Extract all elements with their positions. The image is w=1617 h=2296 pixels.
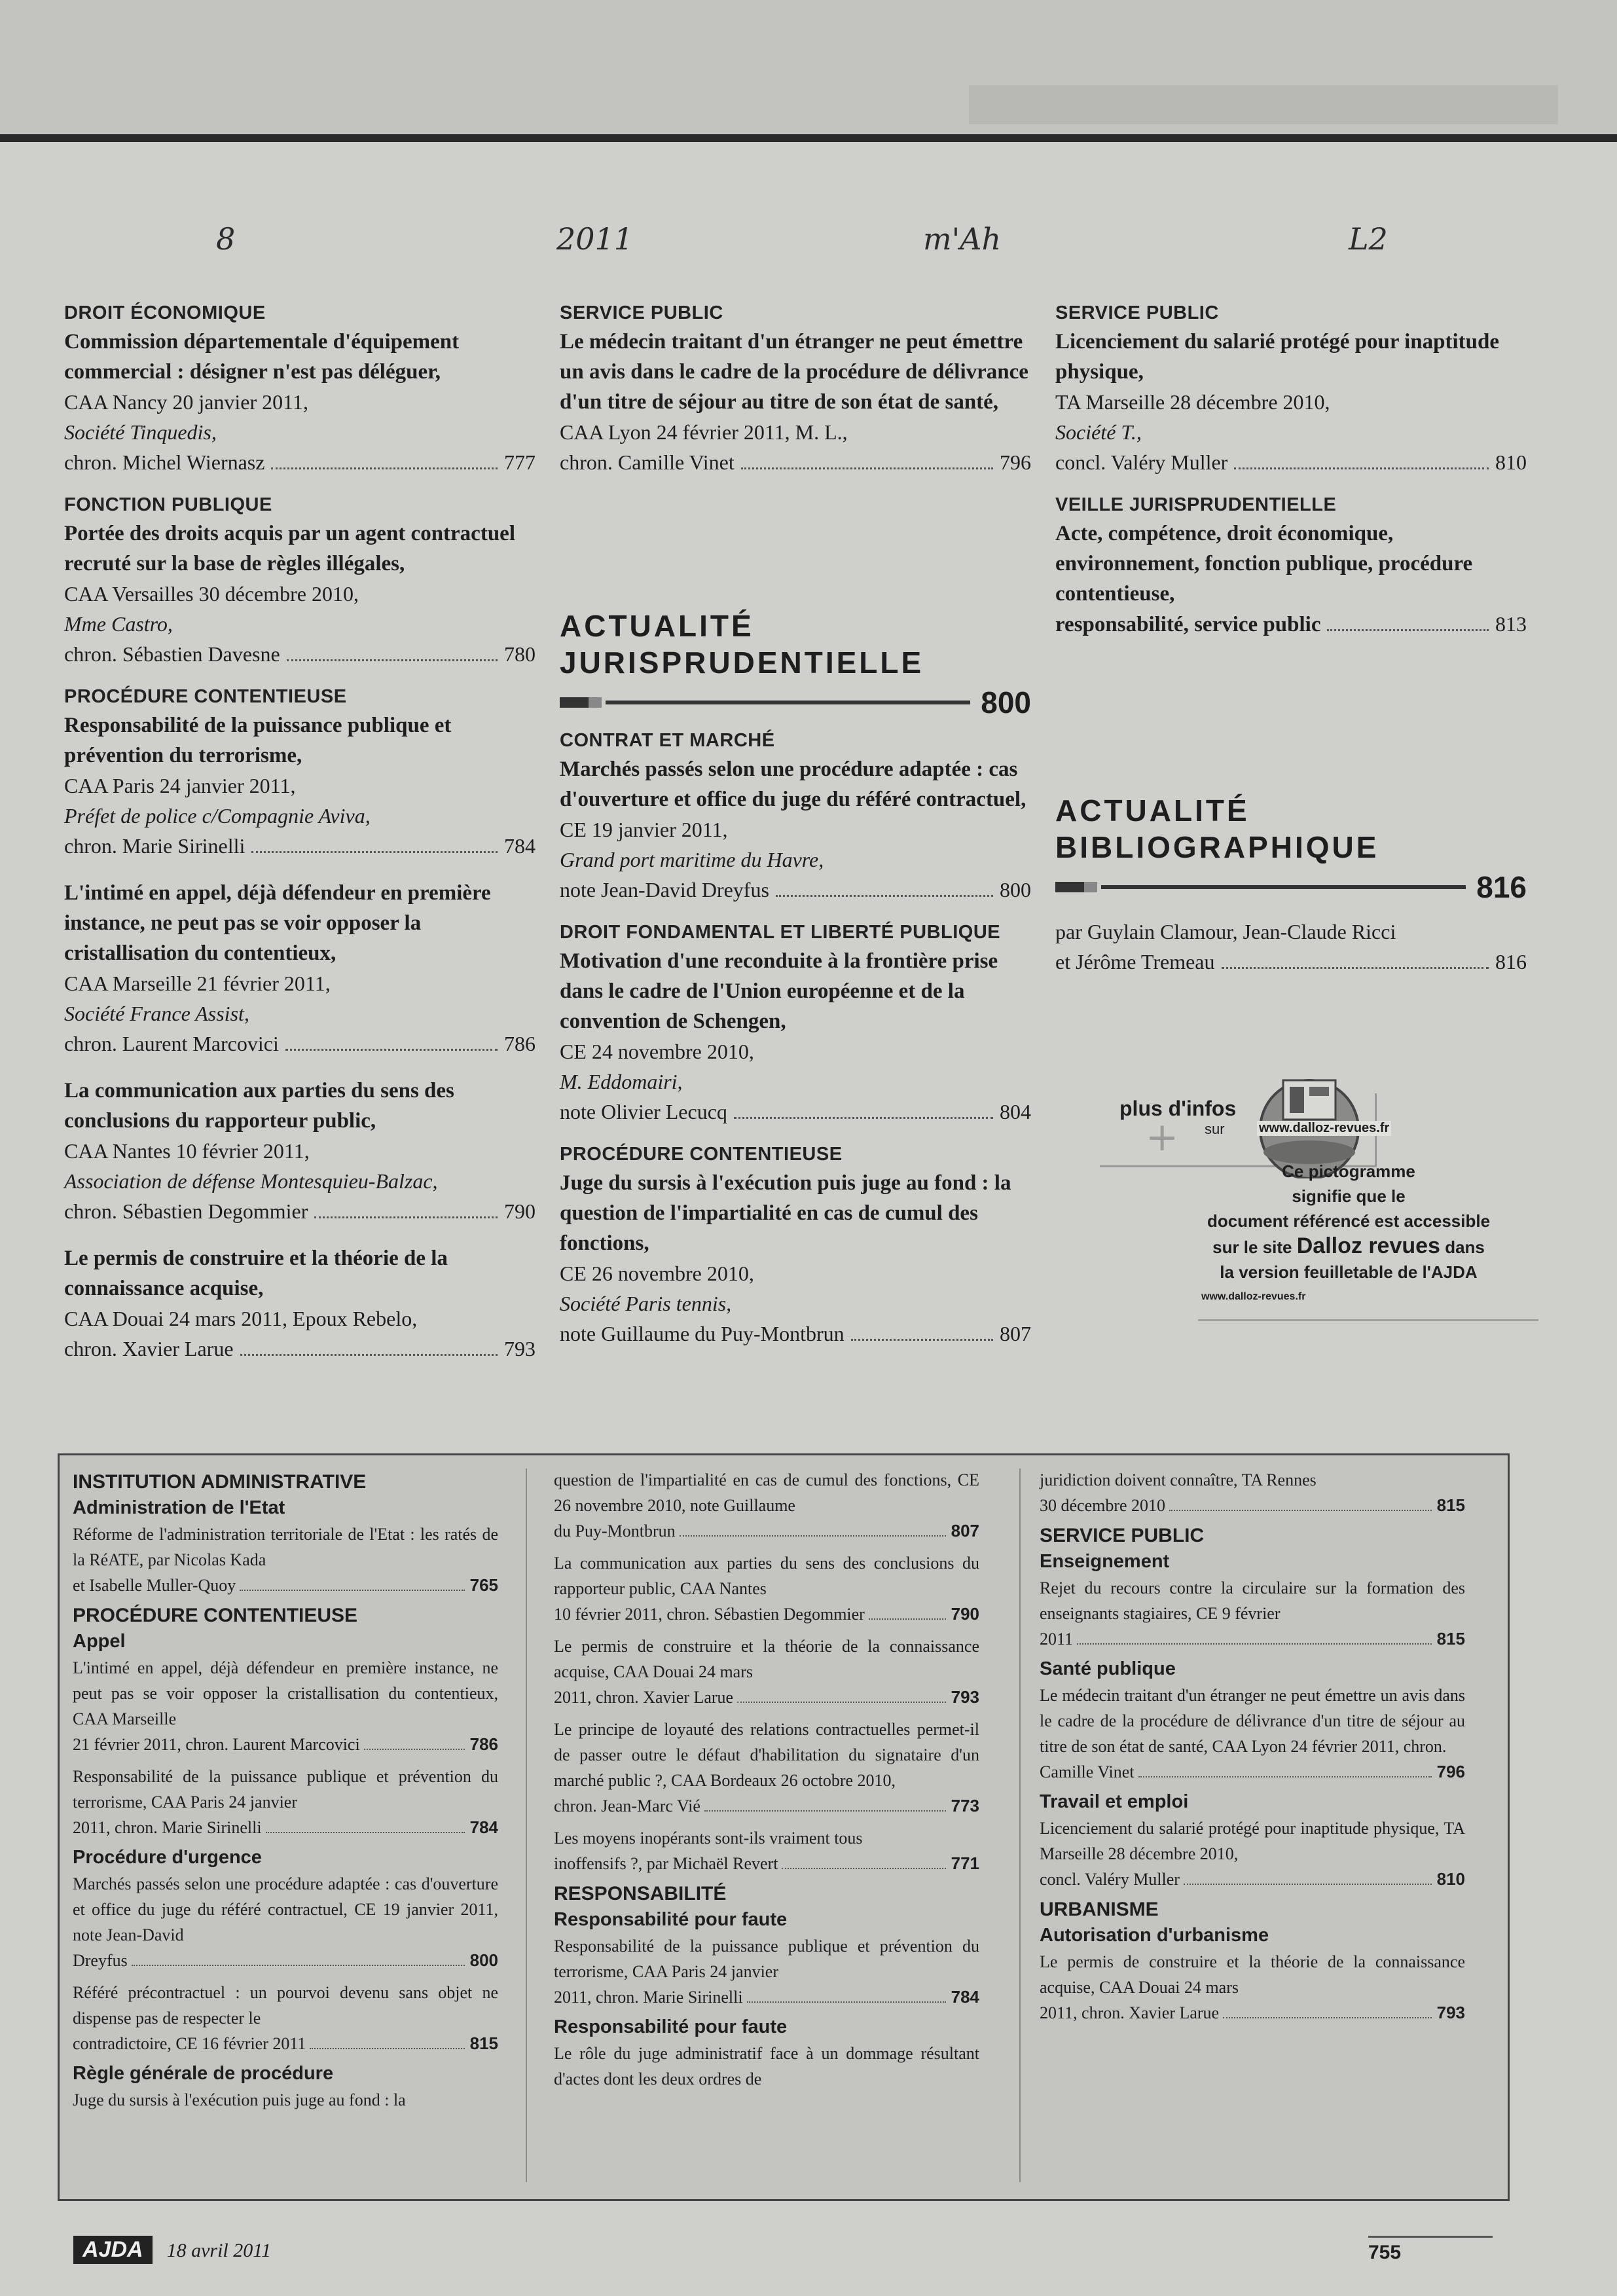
index-entry-tail: 2011, chron. Xavier Larue xyxy=(554,1688,734,1707)
index-subsection-label: Autorisation d'urbanisme xyxy=(1040,1925,1269,1946)
index-entry-text: L'intimé en appel, déjà défendeur en première instance, ne peut pas se voir opposer la cristallisation du contentieux, CAA Marseille xyxy=(73,1658,498,1728)
section-label: SERVICE PUBLIC xyxy=(560,302,723,323)
dot-leader xyxy=(1184,1884,1432,1885)
infos-desc-line xyxy=(1195,1233,1502,1260)
toc-section xyxy=(64,686,536,1364)
section-heading-line1: ACTUALITÉ xyxy=(1055,793,1250,828)
entry-author: chron. Marie Sirinelli xyxy=(64,834,245,858)
index-entry-leader[interactable] xyxy=(73,1815,498,1840)
index-entry-page: 771 xyxy=(951,1853,979,1873)
toc-entry[interactable] xyxy=(64,878,536,1059)
index-subsection-label: Responsabilité pour faute xyxy=(554,1909,788,1930)
dot-leader xyxy=(1169,1510,1432,1511)
index-entry-leader[interactable] xyxy=(554,1601,979,1627)
toc-section xyxy=(560,1144,1031,1349)
index-entry-page: 800 xyxy=(469,1950,498,1970)
index-entry-tail: 2011, chron. Marie Sirinelli xyxy=(73,1818,262,1837)
entry-court: CAA Lyon 24 février 2011, M. L., xyxy=(560,420,848,444)
toc-entry[interactable] xyxy=(64,327,536,477)
toc-section xyxy=(1055,302,1527,477)
entry-page: 810 xyxy=(1495,450,1527,474)
index-entry-page: 773 xyxy=(951,1796,979,1815)
index-entry-tail: 2011, chron. Marie Sirinelli xyxy=(554,1988,743,2007)
index-entry-tail: Camille Vinet xyxy=(1040,1762,1135,1781)
dot-leader xyxy=(251,851,498,853)
dot-leader xyxy=(1327,629,1489,631)
dot-leader xyxy=(734,1117,993,1119)
handwriting-mark: L2 xyxy=(1349,221,1388,257)
infos-underline xyxy=(1198,1319,1538,1321)
toc-column-2-top xyxy=(560,302,1031,494)
index-entry-text: Responsabilité de la puissance publique et prévention du terrorisme, CAA Paris 24 janvier xyxy=(73,1767,498,1812)
entry-author: note Olivier Lecucq xyxy=(560,1100,727,1123)
index-entry-page: 786 xyxy=(469,1734,498,1754)
bar-rule xyxy=(606,701,970,704)
entry-author: chron. Camille Vinet xyxy=(560,450,735,474)
entry-leader-line xyxy=(560,875,1031,905)
toc-section xyxy=(1055,494,1527,640)
index-entry-page: 765 xyxy=(469,1575,498,1595)
index-entry-text: Rejet du recours contre la circulaire sur la formation des enseignants stagiaires, CE 9 février xyxy=(1040,1578,1465,1623)
entry-author: note Jean-David Dreyfus xyxy=(560,878,769,902)
entry-leader-text: et Jérôme Tremeau xyxy=(1055,950,1215,974)
toc-entry[interactable] xyxy=(560,754,1031,905)
actualite-bibliographique-heading xyxy=(1055,792,1527,977)
toc-section xyxy=(64,494,536,669)
index-subsection-label: Travail et emploi xyxy=(1040,1791,1189,1812)
dot-leader xyxy=(851,1339,993,1341)
toc-entry[interactable] xyxy=(64,519,536,669)
index-entry-text: Réforme de l'administration territoriale de l'Etat : les ratés de la RéATE, par Nicolas Kada xyxy=(73,1525,498,1569)
toc-entry[interactable] xyxy=(64,710,536,861)
dot-leader xyxy=(704,1810,946,1812)
index-entry-tail: concl. Valéry Muller xyxy=(1040,1870,1180,1889)
header-rule xyxy=(0,134,1617,142)
entry-author: chron. Laurent Marcovici xyxy=(64,1032,279,1055)
index-entry-text: Les moyens inopérants sont-ils vraiment tous xyxy=(554,1829,863,1848)
toc-entry[interactable] xyxy=(1055,327,1527,477)
ajda-logo: AJDA xyxy=(73,2236,153,2264)
entry-page: 793 xyxy=(504,1337,536,1360)
entry-party: Société Tinquedis, xyxy=(64,420,217,444)
entry-leader-line xyxy=(64,831,536,861)
index-section-label: INSTITUTION ADMINISTRATIVE xyxy=(73,1471,367,1493)
entry-author: note Guillaume du Puy-Montbrun xyxy=(560,1322,845,1345)
entry-court: CAA Douai 24 mars 2011, Epoux Rebelo, xyxy=(64,1307,418,1330)
entry-page: 784 xyxy=(504,834,536,858)
section-heading-line2: BIBLIOGRAPHIQUE xyxy=(1055,830,1379,864)
section-label: FONCTION PUBLIQUE xyxy=(64,494,272,515)
index-box xyxy=(58,1453,1510,2201)
index-entry-leader[interactable] xyxy=(1040,1867,1465,1892)
entry-author: concl. Valéry Muller xyxy=(1055,450,1228,474)
index-entry-leader[interactable] xyxy=(73,2031,498,2056)
entry-title: Acte, compétence, droit économique, environnement, fonction publique, procédure contentieuse, xyxy=(1055,522,1473,606)
index-entry-text: Le rôle du juge administratif face à un dommage résultant d'actes dont les deux ordres de xyxy=(554,2044,979,2088)
index-section-label: PROCÉDURE CONTENTIEUSE xyxy=(73,1605,358,1626)
dot-leader xyxy=(310,2048,464,2049)
dot-leader xyxy=(266,1832,465,1833)
index-entry-text: Le permis de construire et la théorie de la connaissance acquise, CAA Douai 24 mars xyxy=(554,1637,979,1681)
index-entry-leader[interactable] xyxy=(1040,2000,1465,2026)
section-label: DROIT ÉCONOMIQUE xyxy=(64,302,266,323)
index-entry-text: Marchés passés selon une procédure adaptée : cas d'ouverture et office du juge du référé contractuel, CE 19 janvier 2011, note Jean-David xyxy=(73,1874,498,1944)
entry-leader-line xyxy=(64,1196,536,1226)
handwriting-mark: 8 xyxy=(216,221,236,257)
entry-court: CAA Versailles 30 décembre 2010, xyxy=(64,582,359,606)
footer-logo-wrap xyxy=(73,2236,271,2264)
entry-title: Marchés passés selon une procédure adaptée : cas d'ouverture et office du juge du référé contractuel, xyxy=(560,757,1027,811)
index-entry-leader[interactable] xyxy=(554,1851,979,1876)
index-entry-leader[interactable] xyxy=(73,1732,498,1757)
toc-entry[interactable] xyxy=(64,1076,536,1226)
toc-section xyxy=(560,730,1031,905)
toc-entry[interactable] xyxy=(1055,519,1527,640)
index-subsection-label: Administration de l'Etat xyxy=(73,1497,285,1518)
section-page-number: 816 xyxy=(1476,870,1527,904)
dot-leader xyxy=(1138,1776,1432,1777)
index-entry-text: La communication aux parties du sens des conclusions du rapporteur public, CAA Nantes xyxy=(554,1554,979,1598)
index-entry-page: 790 xyxy=(951,1604,979,1624)
index-entry-text: juridiction doivent connaître, TA Rennes xyxy=(1040,1470,1317,1489)
plus-icon: + xyxy=(1146,1114,1179,1160)
index-entry-leader[interactable] xyxy=(554,1685,979,1710)
entry-page: 790 xyxy=(504,1199,536,1223)
index-entry-tail: du Puy-Montbrun xyxy=(554,1522,676,1540)
entry-party: Grand port maritime du Havre, xyxy=(560,848,824,871)
dot-leader xyxy=(782,1868,945,1869)
entry-court: CAA Nancy 20 janvier 2011, xyxy=(64,390,308,414)
infos-brand: Dalloz revues xyxy=(1296,1233,1440,1258)
section-page-number: 800 xyxy=(981,685,1031,720)
entry-party: Association de défense Montesquieu-Balzac, xyxy=(64,1169,438,1193)
dot-leader xyxy=(741,467,993,469)
bar-block xyxy=(589,697,602,708)
entry-party: Mme Castro, xyxy=(64,612,173,636)
section-heading-line2: JURISPRUDENTIELLE xyxy=(560,646,924,680)
toc-entry[interactable] xyxy=(560,327,1031,477)
index-subsection-label: Responsabilité pour faute xyxy=(554,2016,788,2037)
entry-court: CAA Paris 24 janvier 2011, xyxy=(64,774,296,797)
index-entry-leader[interactable] xyxy=(73,1573,498,1598)
index-entry-tail: contradictoire, CE 16 février 2011 xyxy=(73,2034,306,2053)
dot-leader xyxy=(1223,2017,1432,2018)
entry-court: TA Marseille 28 décembre 2010, xyxy=(1055,390,1330,414)
index-entry-leader[interactable] xyxy=(1040,1759,1465,1785)
toc-entry[interactable] xyxy=(560,946,1031,1127)
bleed-through-shadow xyxy=(969,85,1558,124)
actualite-jurisprudentielle-heading xyxy=(560,608,1031,732)
entry-leader-line xyxy=(64,447,536,477)
dot-leader xyxy=(737,1702,946,1703)
entry-author: responsabilité, service public xyxy=(1055,613,1321,636)
infos-label: plus d'infos xyxy=(1119,1097,1237,1120)
entry-title: Le permis de construire et la théorie de la connaissance acquise, xyxy=(64,1247,448,1300)
handwriting-mark: m'Ah xyxy=(923,221,1002,257)
entry-page: 786 xyxy=(504,1032,536,1055)
toc-column-2-bottom xyxy=(560,730,1031,1366)
index-entry-leader[interactable] xyxy=(73,1948,498,1973)
index-entry-text: Responsabilité de la puissance publique et prévention du terrorisme, CAA Paris 24 janvier xyxy=(554,1937,979,1981)
index-section-label: SERVICE PUBLIC xyxy=(1040,1525,1205,1546)
section-heading-line1: ACTUALITÉ xyxy=(560,609,754,643)
dot-leader xyxy=(869,1618,946,1620)
index-section-label: URBANISME xyxy=(1040,1899,1159,1920)
entry-court: CE 24 novembre 2010, xyxy=(560,1040,754,1063)
bibliography-entry[interactable] xyxy=(1055,947,1527,977)
toc-entry[interactable] xyxy=(64,1243,536,1364)
index-entry-tail: Dreyfus xyxy=(73,1951,128,1970)
index-entry-page: 810 xyxy=(1436,1869,1465,1889)
section-label: PROCÉDURE CONTENTIEUSE xyxy=(64,686,347,707)
section-label: PROCÉDURE CONTENTIEUSE xyxy=(560,1144,843,1165)
index-entry-tail: 10 février 2011, chron. Sébastien Degommier xyxy=(554,1605,865,1624)
entry-leader-line xyxy=(560,1097,1031,1127)
index-entry-page: 793 xyxy=(1436,2003,1465,2022)
infos-small-url: www.dalloz-revues.fr xyxy=(1201,1291,1306,1302)
index-entry-page: 793 xyxy=(951,1687,979,1707)
index-entry-tail: 2011 xyxy=(1040,1630,1074,1649)
index-entry-tail: inoffensifs ?, par Michaël Revert xyxy=(554,1854,778,1873)
toc-section xyxy=(560,302,1031,477)
dot-leader xyxy=(1077,1643,1432,1645)
index-entry-page: 815 xyxy=(469,2033,498,2053)
entry-author: chron. Sébastien Davesne xyxy=(64,642,280,666)
toc-section xyxy=(64,302,536,477)
index-column-3 xyxy=(1040,1467,1465,2032)
index-entry-page: 815 xyxy=(1436,1495,1465,1515)
entry-page: 800 xyxy=(1000,878,1031,902)
index-entry-page: 807 xyxy=(951,1521,979,1540)
section-label: SERVICE PUBLIC xyxy=(1055,302,1219,323)
infos-desc-part: dans xyxy=(1445,1237,1485,1257)
index-entry-page: 815 xyxy=(1436,1629,1465,1649)
heading-bar xyxy=(560,685,1031,720)
entry-leader-line xyxy=(560,447,1031,477)
index-entry-text: Juge du sursis à l'exécution puis juge au fond : la xyxy=(73,2090,406,2109)
entry-court: CE 26 novembre 2010, xyxy=(560,1262,754,1285)
toc-column-1 xyxy=(64,302,536,1381)
index-subsection-label: Enseignement xyxy=(1040,1551,1170,1572)
entry-leader-line xyxy=(64,1029,536,1059)
index-entry-tail: 21 février 2011, chron. Laurent Marcovici xyxy=(73,1735,360,1754)
infos-desc-line: la version feuilletable de l'AJDA xyxy=(1220,1262,1478,1282)
index-entry-leader[interactable] xyxy=(1040,1626,1465,1652)
dot-leader xyxy=(1234,467,1489,469)
entry-page: 804 xyxy=(1000,1100,1031,1123)
index-subsection-label: Appel xyxy=(73,1631,126,1652)
dot-leader xyxy=(271,467,498,469)
entry-title: Motivation d'une reconduite à la frontière prise dans le cadre de l'Union européenne et de la convention de Schengen, xyxy=(560,949,998,1033)
bar-block xyxy=(1055,882,1084,892)
dot-leader xyxy=(1222,967,1489,969)
dot-leader xyxy=(287,659,498,661)
entry-title: L'intimé en appel, déjà défendeur en première instance, ne peut pas se voir opposer la cristallisation du contentieux, xyxy=(64,881,491,965)
toc-column-3 xyxy=(1055,302,1527,657)
entry-title: Responsabilité de la puissance publique et prévention du terrorisme, xyxy=(64,714,452,767)
entry-author: chron. Xavier Larue xyxy=(64,1337,234,1360)
toc-entry[interactable] xyxy=(560,1168,1031,1349)
entry-page: 807 xyxy=(1000,1322,1031,1345)
index-entry-leader[interactable] xyxy=(1040,1493,1465,1518)
index-column-2 xyxy=(554,1467,979,2092)
entry-party: Société Paris tennis, xyxy=(560,1292,732,1315)
entry-page: 777 xyxy=(504,450,536,474)
column-separator xyxy=(1019,1468,1021,2182)
entry-page: 796 xyxy=(1000,450,1031,474)
entry-title: Licenciement du salarié protégé pour inaptitude physique, xyxy=(1055,330,1500,384)
entry-page: 813 xyxy=(1495,612,1527,636)
index-entry-leader[interactable] xyxy=(554,1793,979,1819)
entry-title: Commission départementale d'équipement commercial : désigner n'est pas déléguer, xyxy=(64,330,460,384)
infos-desc-line: document référencé est accessible xyxy=(1207,1211,1491,1231)
dot-leader xyxy=(776,895,993,897)
dot-leader xyxy=(240,1354,498,1356)
dot-leader xyxy=(132,1965,465,1966)
index-entry-leader[interactable] xyxy=(554,1518,979,1544)
infos-url[interactable]: www.dalloz-revues.fr xyxy=(1257,1121,1391,1136)
index-subsection-label: Procédure d'urgence xyxy=(73,1847,262,1868)
index-entry-text: Licenciement du salarié protégé pour inaptitude physique, TA Marseille 28 décembre 2010, xyxy=(1040,1819,1465,1863)
entry-author: chron. Michel Wiernasz xyxy=(64,450,265,474)
entry-party: Préfet de police c/Compagnie Aviva, xyxy=(64,804,371,828)
entry-court: CAA Nantes 10 février 2011, xyxy=(64,1139,310,1163)
index-section-label: RESPONSABILITÉ xyxy=(554,1883,727,1904)
index-entry-tail: et Isabelle Muller-Quoy xyxy=(73,1576,236,1595)
entry-party: Société T., xyxy=(1055,420,1142,444)
index-entry-page: 784 xyxy=(951,1987,979,2007)
infos-sur: sur xyxy=(1205,1121,1225,1137)
bar-block xyxy=(560,697,589,708)
section-label: DROIT FONDAMENTAL ET LIBERTÉ PUBLIQUE xyxy=(560,922,1001,943)
dot-leader xyxy=(240,1590,464,1591)
dot-leader xyxy=(364,1749,465,1750)
page-number: 755 xyxy=(1368,2242,1402,2263)
entry-leader-line xyxy=(1055,609,1527,640)
section-label: CONTRAT ET MARCHÉ xyxy=(560,730,775,751)
index-entry-tail: 2011, chron. Xavier Larue xyxy=(1040,2003,1220,2022)
entry-party: M. Eddomairi, xyxy=(560,1070,683,1093)
entry-party: Société France Assist, xyxy=(64,1002,249,1025)
index-entry-page: 784 xyxy=(469,1817,498,1837)
entry-leader-line xyxy=(1055,447,1527,477)
plus-infos-panel xyxy=(1100,1067,1506,1329)
toc-section xyxy=(560,922,1031,1127)
index-entry-text: question de l'impartialité en cas de cumul des fonctions, CE 26 novembre 2010, note Guillaume xyxy=(554,1470,979,1515)
index-entry-text: Le permis de construire et la théorie de la connaissance acquise, CAA Douai 24 mars xyxy=(1040,1952,1465,1997)
dot-leader xyxy=(747,2001,946,2003)
dot-leader xyxy=(314,1216,498,1218)
entry-title: Portée des droits acquis par un agent contractuel recruté sur la base de règles illégales, xyxy=(64,522,515,575)
entry-author: chron. Sébastien Degommier xyxy=(64,1199,308,1223)
entry-page: 816 xyxy=(1495,950,1527,974)
infos-desc-line: Ce pictogramme xyxy=(1282,1161,1415,1181)
infos-desc-line: signifie que le xyxy=(1292,1186,1406,1206)
entry-leader-line xyxy=(64,639,536,669)
bibliography-authors: par Guylain Clamour, Jean-Claude Ricci xyxy=(1055,920,1396,943)
bar-block xyxy=(1084,882,1097,892)
index-entry-tail: 30 décembre 2010 xyxy=(1040,1496,1166,1515)
index-entry-text: Le principe de loyauté des relations contractuelles permet-il de passer outre le défaut d'habilitation du signataire d'un marché public ?, CAA Bordeaux 26 octobre 2010, xyxy=(554,1720,979,1790)
infos-description xyxy=(1195,1159,1502,1309)
entry-title: La communication aux parties du sens des conclusions du rapporteur public, xyxy=(64,1079,454,1133)
section-label: VEILLE JURISPRUDENTIELLE xyxy=(1055,494,1337,515)
index-entry-tail: chron. Jean-Marc Vié xyxy=(554,1796,700,1815)
entry-leader-line xyxy=(64,1334,536,1364)
dot-leader xyxy=(680,1535,946,1537)
entry-court: CE 19 janvier 2011, xyxy=(560,818,728,841)
issue-date: 18 avril 2011 xyxy=(166,2240,272,2261)
dot-leader xyxy=(285,1049,498,1051)
index-entry-text: Le médecin traitant d'un étranger ne peut émettre un avis dans le cadre de la procédure de délivrance d'un titre de séjour au titre de son état de santé, CAA Lyon 24 février 2011, chron. xyxy=(1040,1686,1465,1756)
index-column-1 xyxy=(73,1467,498,2113)
entry-court: CAA Marseille 21 février 2011, xyxy=(64,972,331,995)
handwriting-mark: 2011 xyxy=(556,221,634,257)
bar-rule xyxy=(1101,885,1466,889)
entry-leader-line xyxy=(560,1319,1031,1349)
entry-page: 780 xyxy=(504,642,536,666)
index-entry-text: Référé précontractuel : un pourvoi devenu sans objet ne dispense pas de respecter le xyxy=(73,1983,498,2028)
index-entry-leader[interactable] xyxy=(554,1984,979,2010)
page-number-wrap xyxy=(1368,2236,1493,2264)
index-entry-page: 796 xyxy=(1436,1762,1465,1781)
entry-title: Le médecin traitant d'un étranger ne peut émettre un avis dans le cadre de la procédure de délivrance d'un titre de séjour au titre de son état de santé, xyxy=(560,330,1028,414)
column-separator xyxy=(526,1468,527,2182)
index-subsection-label: Règle générale de procédure xyxy=(73,2063,334,2084)
entry-title: Juge du sursis à l'exécution puis juge au fond : la question de l'impartialité en cas de cumul des fonctions, xyxy=(560,1171,1011,1255)
heading-bar xyxy=(1055,869,1527,905)
infos-desc-part: sur le site xyxy=(1212,1237,1292,1257)
index-subsection-label: Santé publique xyxy=(1040,1658,1176,1679)
